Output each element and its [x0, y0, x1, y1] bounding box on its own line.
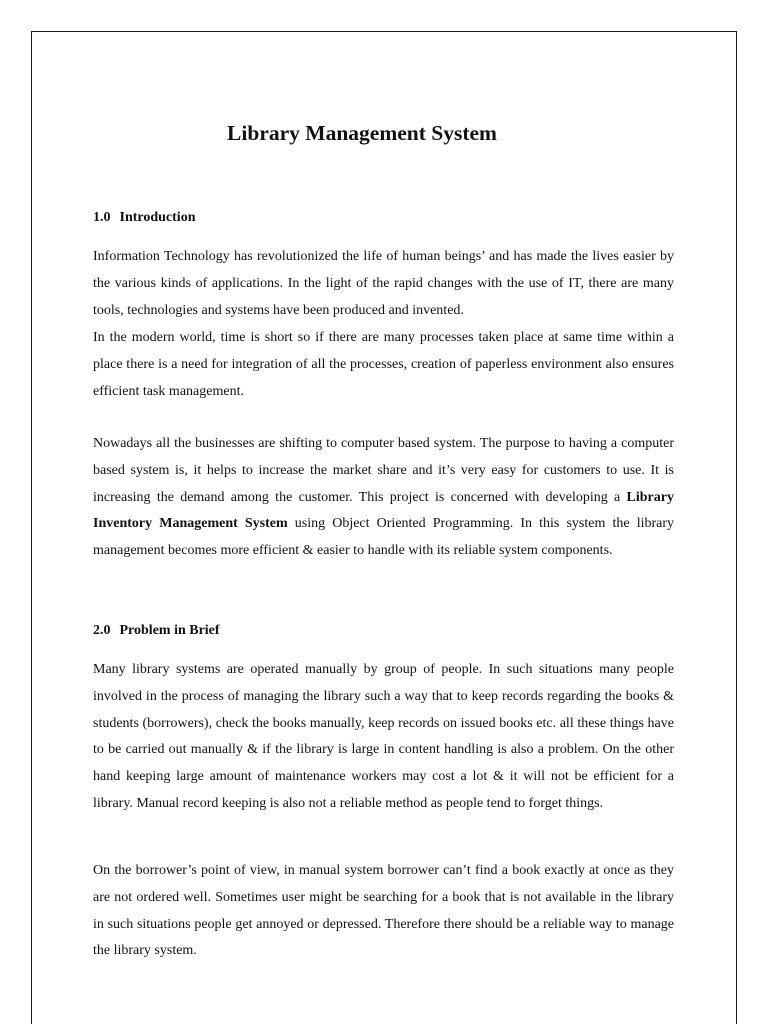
- system-name-emphasis: Library Inventory Management System: [93, 489, 674, 532]
- section-title: Introduction: [119, 210, 196, 225]
- paragraph-text: using Object Oriented Programming. In this system the library management becomes more efficient & easier to handle with its reliable system components.: [93, 516, 675, 559]
- intro-paragraph-3: [93, 431, 674, 565]
- section-heading-introduction: [93, 210, 195, 226]
- intro-paragraph-1: Information Technology has revolutionized the life of human beings’ and has made the lives easier by the various kinds of applications. In the light of the rapid changes with the use of IT, there are many tools, technologies and systems have been produced and invented.: [93, 249, 674, 318]
- paragraph-text: Nowadays all the businesses are shifting to computer based system. The purpose to having a computer based system is, it helps to increase the market share and it’s very easy for customers to use. It is increasing the demand among the customer. This project is concerned with developing a: [93, 436, 674, 505]
- section-title: Problem in Brief: [119, 623, 220, 638]
- problem-paragraph-2: On the borrower’s point of view, in manual system borrower can’t find a book exactly at once as they are not ordered well. Sometimes user might be searching for a book that is not available in the library in such situations people get annoyed or depressed. Therefore there should be a reliable way to manage the library system.: [93, 863, 674, 959]
- intro-paragraph-2: In the modern world, time is short so if there are many processes taken place at same time within a place there is a need for integration of all the processes, creation of paperless environment also ensures efficient task management.: [93, 330, 674, 399]
- problem-paragraph-1: Many library systems are operated manually by group of people. In such situations many people involved in the process of managing the library such a way that to keep records regarding the books & students (borrowers), check the books manually, keep records on issued books etc. all these things have to be carried out manually & if the library is large in content handling is also a problem. On the other hand keeping large amount of maintenance workers may cost a lot & it will not be efficient for a library. Manual record keeping is also not a reliable method as people tend to forget things.: [93, 662, 674, 811]
- section-heading-problem: [93, 623, 220, 639]
- section-number: 2.0: [93, 623, 111, 638]
- document-title: Library Management System: [227, 121, 497, 145]
- section-number: 1.0: [93, 210, 111, 225]
